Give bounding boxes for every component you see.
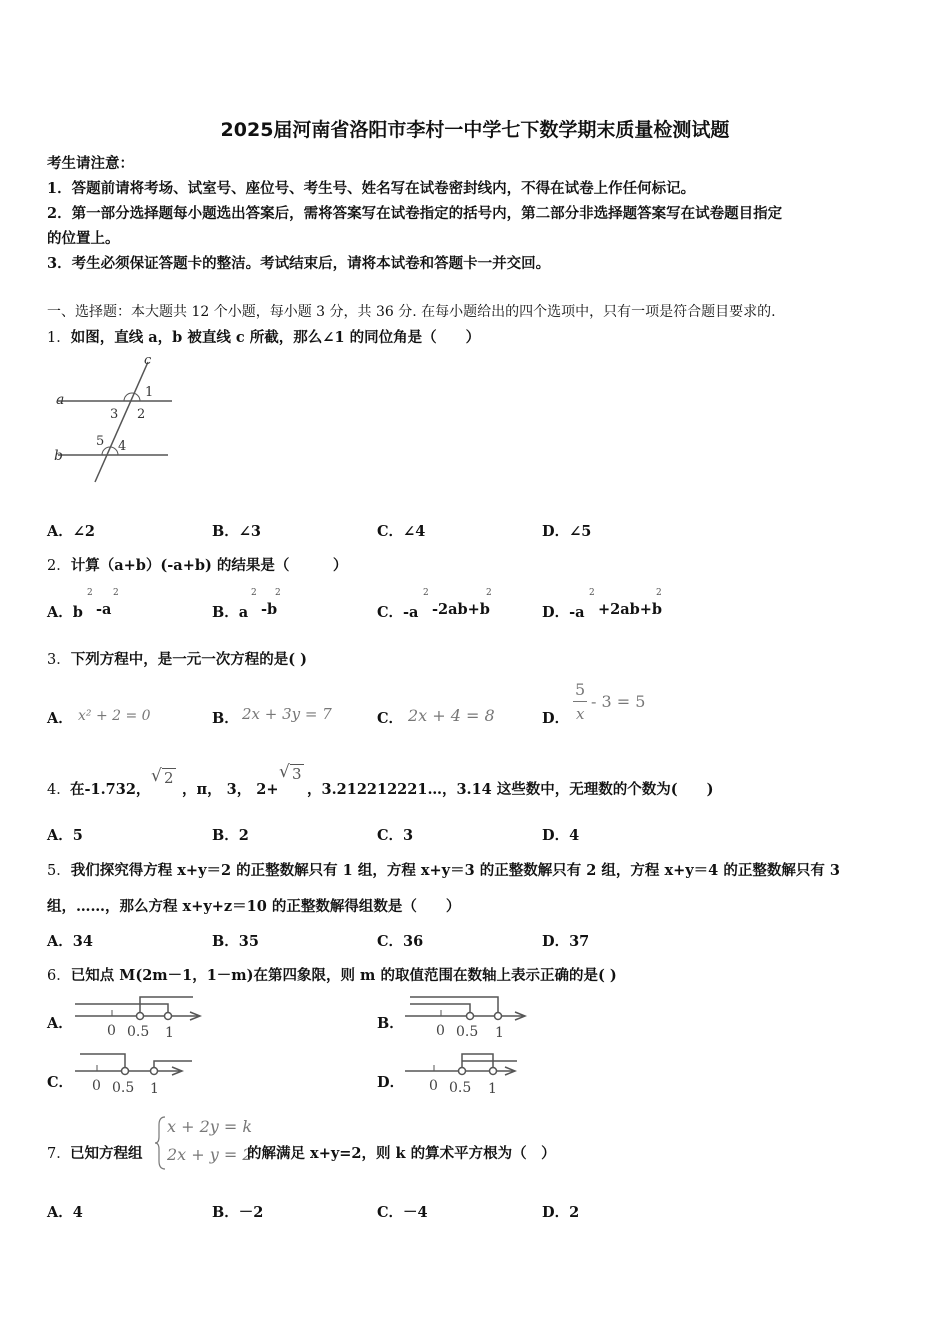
open-point: [495, 1013, 502, 1020]
q6-number-line-d: [400, 1048, 540, 1100]
question-3: [47, 648, 307, 669]
q2-option-b[interactable]: B．a: [212, 604, 249, 621]
open-point: [137, 1013, 144, 1020]
q3-option-a-eq: x² + 2 = 0: [78, 708, 151, 724]
open-point: [459, 1068, 466, 1075]
q7-option-d[interactable]: D．2: [542, 1204, 580, 1221]
superscript: 2: [87, 588, 93, 598]
question-number: 2．: [47, 558, 71, 574]
q1-option-d[interactable]: D．∠5: [542, 523, 592, 540]
notice-item-2: 2．第一部分选择题每小题选出答案后，需将答案写在试卷指定的括号内，第二部分非选择题答案写在试卷题目指定: [47, 205, 783, 222]
label-3: 3: [110, 407, 119, 422]
superscript: 2: [275, 588, 281, 598]
open-point: [122, 1068, 129, 1075]
tick-label-1: 1: [495, 1025, 504, 1041]
label-c: c: [144, 353, 152, 368]
system-eq-2: 2x + y = 2: [167, 1145, 253, 1164]
sqrt-sign: √: [279, 762, 290, 782]
question-text: 我们探究得方程 x+y＝2 的正整数解只有 1 组，方程 x+y＝3 的正整数解只有 2 组，方程 x+y＝4 的正整数解只有 3: [70, 862, 840, 879]
range-right: [154, 1061, 192, 1071]
label-b: b: [54, 448, 63, 464]
q3-option-d-rest: - 3 = 5: [591, 692, 646, 711]
q3-option-c-eq: 2x + 4 = 8: [408, 706, 495, 725]
range-lower: [75, 1004, 168, 1016]
question-number: 5．: [47, 863, 71, 879]
superscript: 2: [656, 588, 662, 598]
question-text: 计算（a+b）(-a+b) 的结果是（ ）: [70, 557, 348, 574]
brace: [155, 1115, 167, 1171]
question-4-text-1: 在-1.732，: [70, 781, 151, 798]
page-title: 2025届河南省洛阳市李村一中学七下数学期末质量检测试题: [220, 119, 730, 141]
question-4-num: 4．: [47, 782, 71, 798]
open-point: [490, 1068, 497, 1075]
q6-option-b[interactable]: B．: [377, 1015, 404, 1032]
q3-option-c[interactable]: C．: [377, 710, 404, 727]
sqrt-radicand-2: 2: [164, 769, 174, 787]
q3-option-b[interactable]: B．: [212, 710, 239, 727]
q6-number-line-b: [400, 990, 540, 1042]
question-text: 下列方程中，是一元一次方程的是( ): [70, 651, 308, 668]
question-2: [47, 554, 347, 575]
open-point: [467, 1013, 474, 1020]
q5-option-d[interactable]: D．37: [542, 933, 590, 950]
question-7-text-2: 的解满足 x+y=2，则 k 的算术平方根为（ ）: [247, 1145, 556, 1162]
label-2: 2: [137, 407, 146, 422]
q3-option-a[interactable]: A．: [47, 710, 73, 727]
superscript: 2: [423, 588, 429, 598]
range-lower: [410, 1004, 470, 1016]
q2-option-a-part: -a: [96, 601, 112, 618]
q4-option-a[interactable]: A．5: [47, 827, 83, 844]
question-4-text-2: ，π， 3， 2+: [182, 781, 279, 798]
question-4-text-3: ，3.212212221…，3.14 这些数中，无理数的个数为( ): [307, 781, 714, 798]
fraction-denominator: x: [576, 705, 585, 723]
question-6: [47, 964, 617, 985]
q6-number-line-c: [70, 1048, 210, 1100]
question-5-cont: 组，……，那么方程 x+y+z＝10 的正整数解得组数是（ ）: [47, 898, 461, 915]
notice-item-2-cont: 的位置上。: [47, 230, 120, 247]
notice-heading: 考生请注意：: [47, 155, 134, 172]
q1-option-a[interactable]: A．∠2: [47, 523, 95, 540]
superscript: 2: [589, 588, 595, 598]
system-eq-1: x + 2y = k: [167, 1117, 253, 1136]
q7-option-c[interactable]: C．－4: [377, 1204, 428, 1221]
q3-option-d[interactable]: D．: [542, 710, 570, 727]
q2-option-b-part: -b: [261, 601, 278, 618]
tick-label-0: 0: [92, 1078, 101, 1094]
label-4: 4: [118, 439, 127, 454]
tick-label-1: 1: [165, 1025, 174, 1041]
q5-option-a[interactable]: A．34: [47, 933, 93, 950]
notice-item-1: 1．答题前请将考场、试室号、座位号、考生号、姓名写在试卷密封线内，不得在试卷上作任何标记。: [47, 180, 696, 197]
q1-figure: [50, 352, 180, 487]
open-point: [151, 1068, 158, 1075]
label-a: a: [56, 392, 65, 408]
notice-item-3: 3．考生必须保证答题卡的整洁。考试结束后，请将本试卷和答题卡一并交回。: [47, 255, 551, 272]
sqrt-sign: √: [151, 766, 162, 786]
question-number: 3．: [47, 652, 71, 668]
tick-label-0.5: 0.5: [449, 1080, 472, 1096]
q6-option-a[interactable]: A．: [47, 1015, 73, 1032]
question-5: [47, 859, 840, 880]
question-number: 1．: [47, 330, 71, 346]
q1-option-c[interactable]: C．∠4: [377, 523, 426, 540]
question-1: [47, 326, 480, 347]
range-upper: [462, 1054, 493, 1071]
tick-label-0.5: 0.5: [112, 1080, 135, 1096]
superscript: 2: [113, 588, 119, 598]
question-7-text-1: 已知方程组: [70, 1145, 143, 1162]
tick-label-0: 0: [107, 1023, 116, 1039]
q1-option-b[interactable]: B．∠3: [212, 523, 261, 540]
question-number: 6．: [47, 968, 71, 984]
label-5: 5: [96, 434, 105, 449]
q6-option-d[interactable]: D．: [377, 1074, 405, 1091]
q6-option-c[interactable]: C．: [47, 1074, 74, 1091]
q7-option-b[interactable]: B．－2: [212, 1204, 264, 1221]
q2-option-c-part: -2ab+b: [432, 601, 490, 618]
question-text: 如图，直线 a，b 被直线 c 所截，那么∠1 的同位角是（ ）: [70, 329, 481, 346]
superscript: 2: [486, 588, 492, 598]
q2-option-d-part: +2ab+b: [598, 601, 663, 618]
tick-label-0: 0: [429, 1078, 438, 1094]
q5-option-b[interactable]: B．35: [212, 933, 259, 950]
question-7-num: 7．: [47, 1146, 71, 1162]
tick-label-0: 0: [436, 1023, 445, 1039]
q6-number-line-a: [70, 990, 210, 1042]
sqrt-radicand-3: 3: [292, 765, 302, 783]
q5-option-c[interactable]: C．36: [377, 933, 424, 950]
q4-option-d[interactable]: D．4: [542, 827, 580, 844]
tick-label-1: 1: [150, 1081, 159, 1097]
open-point: [165, 1013, 172, 1020]
line-c: [95, 362, 148, 482]
q2-option-a[interactable]: A．b: [47, 604, 83, 621]
q3-option-b-eq: 2x + 3y = 7: [242, 705, 332, 723]
q4-option-c[interactable]: C．3: [377, 827, 414, 844]
tick-label-0.5: 0.5: [456, 1024, 479, 1040]
tick-label-1: 1: [488, 1081, 497, 1097]
fraction-bar: [573, 701, 587, 702]
superscript: 2: [251, 588, 257, 598]
range-left: [80, 1054, 125, 1071]
tick-label-0.5: 0.5: [127, 1024, 150, 1040]
q7-option-a[interactable]: A．4: [47, 1204, 83, 1221]
range-upper: [410, 997, 498, 1016]
question-text: 已知点 M(2m－1，1－m)在第四象限，则 m 的取值范围在数轴上表示正确的是( ): [70, 967, 617, 984]
q4-option-b[interactable]: B．2: [212, 827, 249, 844]
q2-option-d[interactable]: D．-a: [542, 604, 585, 621]
label-1: 1: [145, 385, 154, 400]
fraction-numerator: 5: [575, 680, 586, 699]
section-heading: 一、选择题：本大题共 12 个小题，每小题 3 分，共 36 分. 在每小题给出的四个选项中，只有一项是符合题目要求的.: [47, 304, 776, 320]
q2-option-c[interactable]: C．-a: [377, 604, 419, 621]
